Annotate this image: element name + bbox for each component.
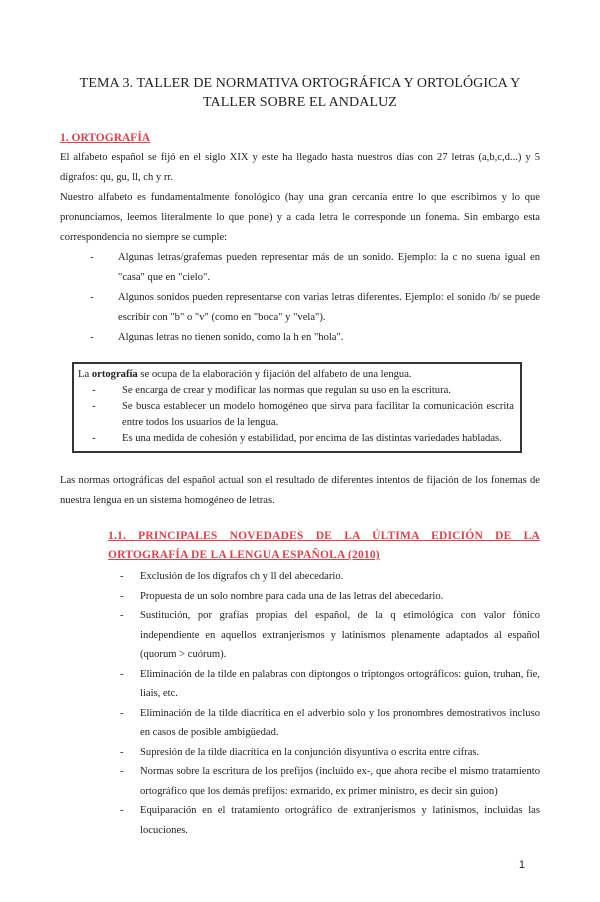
list-item [78, 431, 514, 447]
list-item-text: Equiparación en el tratamiento ortográfico de extranjerismos y latinismos, incluidas las locuciones. [140, 805, 540, 836]
list-item-text: Algunos sonidos pueden representarse con varias letras diferentes. Ejemplo: el sonido /b/ se puede escribir con "b" o "v" (como en "boca" y "vela"). [118, 292, 540, 323]
title-line-1: TEMA 3. TALLER DE NORMATIVA ORTOGRÁFICA Y ORTOLÓGICA Y [79, 76, 521, 91]
list-item [78, 383, 514, 399]
list-item [108, 704, 540, 743]
text: La [78, 369, 92, 380]
text: se ocupa de la elaboración y fijación del alfabeto de una lengua. [137, 369, 412, 380]
paragraph: El alfabeto español se fijó en el siglo XIX y este ha llegado hasta nuestros días con 27 letras (a,b,c,d...) y 5 dígrafos: qu, gu, ll, ch y rr. [60, 152, 540, 183]
bullet-list [78, 383, 514, 447]
bullet-dash: - [90, 252, 94, 263]
list-item [108, 743, 540, 763]
section-novedades [108, 527, 540, 840]
list-item [60, 248, 540, 288]
list-item-text: Exclusión de los dígrafos ch y ll del abecedario. [140, 571, 344, 582]
title-line-2: TALLER SOBRE EL ANDALUZ [203, 95, 397, 110]
bullet-dash: - [120, 610, 124, 621]
list-item-text: Supresión de la tilde diacrítica en la conjunción disyuntiva o escrita entre cifras. [140, 746, 480, 758]
list-item [108, 762, 540, 801]
box-intro [78, 367, 514, 383]
subsection-heading: 1.1. PRINCIPALES NOVEDADES DE LA ÚLTIMA EDICIÓN DE LA ORTOGRAFÍA DE LA LENGUA ESPAÑOLA (2010) [108, 530, 540, 561]
paragraph: Nuestro alfabeto es fundamentalmente fonológico (hay una gran cercanía entre lo que escribimos y lo que pronunciamos, leemos literalmente lo que pone) y a cada letra le corresponde un fonema. Sin embargo esta correspondencia no siempre se cumple: [60, 192, 540, 243]
bullet-dash: - [120, 766, 124, 777]
list-item-text: Normas sobre la escritura de los prefijos (incluido ex-, que ahora recibe el mismo tratamiento ortográfico que los demás prefijos: exmarido, ex primer ministro, es decir sin guion) [140, 766, 540, 797]
bullet-dash: - [92, 433, 96, 444]
list-item [108, 665, 540, 704]
list-item-text: Se busca establecer un modelo homogéneo que sirva para facilitar la comunicación escrita entre todos los usuarios de la lengua. [122, 401, 514, 428]
list-item [78, 399, 514, 431]
list-item-text: Algunas letras no tienen sonido, como la h en "hola". [118, 332, 344, 343]
bullet-dash: - [120, 707, 124, 719]
list-item [108, 606, 540, 665]
list-item [108, 801, 540, 840]
bullet-dash: - [92, 401, 96, 412]
list-item-text: Eliminación de la tilde diacrítica en el adverbio solo y los pronombres demostrativos incluso en casos de posible ambigüedad. [140, 707, 540, 738]
definition-box [72, 362, 522, 453]
bullet-dash: - [120, 668, 124, 680]
document-title [60, 74, 540, 112]
bullet-dash: - [90, 332, 94, 343]
list-item-text: Propuesta de un solo nombre para cada una de las letras del abecedario. [140, 590, 444, 602]
list-item-text: Algunas letras/grafemas pueden representar más de un sonido. Ejemplo: la c no suena igual en "casa" que en "cielo". [118, 252, 540, 283]
section-ortografia [60, 128, 540, 348]
bullet-dash: - [120, 746, 124, 758]
bullet-dash: - [90, 292, 94, 303]
list-item-text: Se encarga de crear y modificar las normas que regulan su uso en la escritura. [122, 385, 451, 396]
list-item-text: Es una medida de cohesión y estabilidad, por encima de las distintas variedades habladas. [122, 433, 502, 444]
bullet-list [108, 567, 540, 840]
bullet-dash: - [120, 590, 124, 602]
bullet-dash: - [120, 571, 124, 582]
bullet-list [60, 248, 540, 348]
list-item-text: Sustitución, por grafías propias del español, de la q etimológica con valor fónico independiente en aquellos extranjerismos y latinismos plenamente adaptados al español (quorum > cuórum). [140, 610, 540, 660]
bullet-dash: - [92, 385, 96, 396]
paragraph: Las normas ortográficas del español actual son el resultado de diferentes intentos de fijación de los fonemas de nuestra lengua en un sistema homogéneo de letras. [60, 475, 540, 506]
list-item [60, 328, 540, 348]
list-item [60, 288, 540, 328]
section-heading: 1. ORTOGRAFÍA [60, 132, 151, 144]
list-item [108, 587, 540, 607]
list-item-text: Eliminación de la tilde en palabras con diptongos o triptongos ortográficos: guion, truhan, fie, liais, etc. [140, 668, 540, 699]
bold-term: ortografía [91, 369, 138, 380]
page-number: 1 [518, 859, 525, 871]
bullet-dash: - [120, 805, 124, 816]
list-item [108, 567, 540, 587]
